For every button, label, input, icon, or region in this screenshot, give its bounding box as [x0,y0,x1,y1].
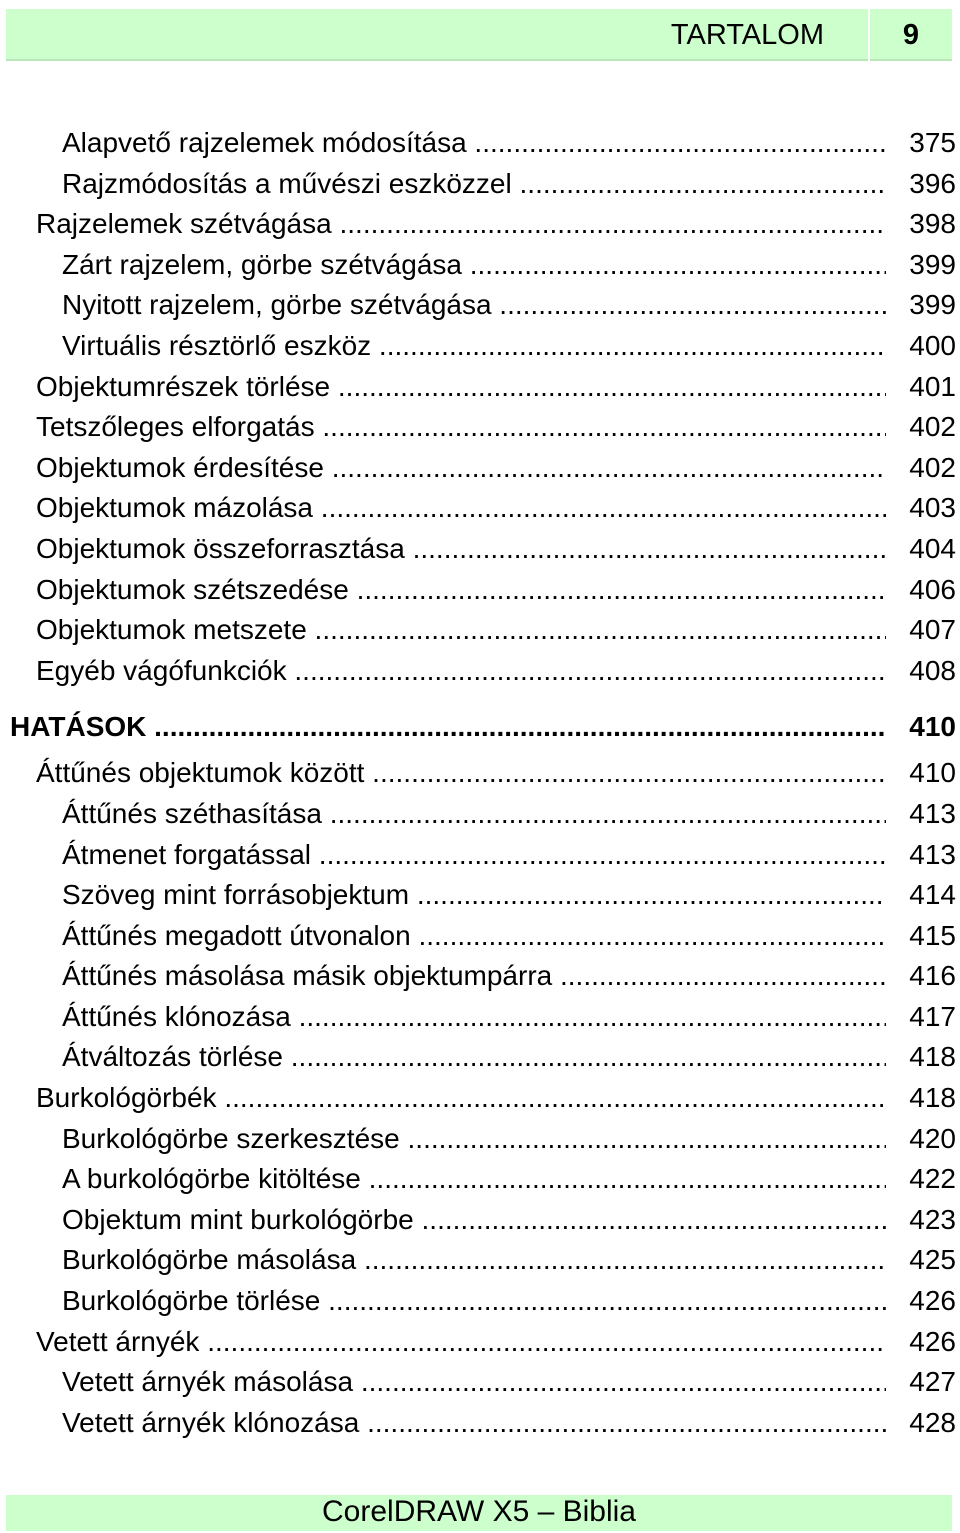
toc-entry-label: Rajzelemek szétvágása ..... [0,204,886,244]
footer-book-title: CorelDRAW X5 – Biblia [322,1495,636,1528]
toc-entry-label: HATÁSOK ..... [0,703,886,751]
toc-entry-page: 420 [886,1119,956,1159]
toc-entry-page: 417 [886,997,956,1037]
toc-entry-page: 413 [886,835,956,875]
toc-entry-page: 428 [886,1403,956,1443]
toc-entry-page: 401 [886,367,956,407]
page-number: 9 [902,19,920,51]
toc-entry-label: Egyéb vágófunkciók ..... [0,651,886,691]
toc-entry-label: Vetett árnyék másolása ..... [0,1362,886,1402]
toc-entry-label: Burkológörbe szerkesztése ..... [0,1119,886,1159]
toc-entry-label: Átváltozás törlése ..... [0,1037,886,1077]
toc-entry-page: 399 [886,285,956,325]
toc-entry-page: 418 [886,1037,956,1077]
toc-entry[interactable] [0,488,956,529]
toc-entry[interactable] [0,651,956,692]
toc-entry-page: 402 [886,407,956,447]
toc-entry[interactable] [0,245,956,286]
toc-entry-page: 408 [886,651,956,691]
toc-entry[interactable] [0,123,956,164]
toc-entry-page: 422 [886,1159,956,1199]
toc-entry-page: 403 [886,488,956,528]
toc-entry[interactable] [0,1200,956,1241]
toc-entry[interactable] [0,1281,956,1322]
toc-entry[interactable] [0,1119,956,1160]
toc-entry-label: Áttűnés másolása másik objektumpárra ..... [0,956,886,996]
toc-entry-label: Objektumok összeforrasztása ..... [0,529,886,569]
toc-entry-label: Burkológörbe másolása ..... [0,1240,886,1280]
toc-entry[interactable] [0,610,956,651]
toc-entry-page: 425 [886,1240,956,1280]
toc-entry-label: Objektumok metszete ..... [0,610,886,650]
toc-entry[interactable] [0,285,956,326]
toc-section-heading[interactable] [0,703,956,751]
toc-entry-page: 427 [886,1362,956,1402]
toc-entry-label: Objektumok szétszedése ..... [0,570,886,610]
toc-entry-page: 407 [886,610,956,650]
toc-entry-label: Objektumok mázolása ..... [0,488,886,528]
toc-entry-label: Vetett árnyék ..... [0,1322,886,1362]
toc-entry-label: Vetett árnyék klónozása ..... [0,1403,886,1443]
toc-entry-page: 375 [886,123,956,163]
toc-entry[interactable] [0,753,956,794]
toc-entry[interactable] [0,1078,956,1119]
toc-entry-label: Szöveg mint forrásobjektum ..... [0,875,886,915]
toc-entry-label: Áttűnés klónozása ..... [0,997,886,1037]
toc-entry-label: Burkológörbe törlése ..... [0,1281,886,1321]
header-title: TARTALOM [670,19,824,51]
toc-entry-page: 406 [886,570,956,610]
page-footer [6,1495,952,1531]
toc-entry-page: 400 [886,326,956,366]
toc-entry-page: 426 [886,1322,956,1362]
toc-entry[interactable] [0,1240,956,1281]
toc-entry[interactable] [0,1403,956,1444]
toc-entry[interactable] [0,1159,956,1200]
page-header [6,9,952,61]
toc-entry[interactable] [0,794,956,835]
toc-entry-label: Objektum mint burkológörbe ..... [0,1200,886,1240]
toc-entry-page: 415 [886,916,956,956]
toc-entry-page: 416 [886,956,956,996]
toc-entry[interactable] [0,1362,956,1403]
toc-entry-page: 402 [886,448,956,488]
toc-entry-page: 410 [886,703,956,751]
toc-entry-page: 396 [886,164,956,204]
toc-entry-label: Virtuális résztörlő eszköz ..... [0,326,886,366]
toc-entry-label: Tetszőleges elforgatás ..... [0,407,886,447]
toc-entry[interactable] [0,1037,956,1078]
toc-entry-label: Objektumrészek törlése ..... [0,367,886,407]
toc-entry-page: 398 [886,204,956,244]
toc-entry-label: Rajzmódosítás a művészi eszközzel ..... [0,164,886,204]
toc-entry-page: 423 [886,1200,956,1240]
toc-entry-label: Áttűnés objektumok között ..... [0,753,886,793]
toc-entry[interactable] [0,997,956,1038]
toc-entry-page: 413 [886,794,956,834]
toc-entry-label: Objektumok érdesítése ..... [0,448,886,488]
table-of-contents [0,123,960,1443]
toc-entry[interactable] [0,326,956,367]
toc-entry[interactable] [0,570,956,611]
toc-entry-label: Nyitott rajzelem, görbe szétvágása ..... [0,285,886,325]
toc-entry-label: A burkológörbe kitöltése ..... [0,1159,886,1199]
toc-entry[interactable] [0,1322,956,1363]
toc-entry[interactable] [0,529,956,570]
toc-entry-page: 404 [886,529,956,569]
toc-entry[interactable] [0,204,956,245]
toc-entry[interactable] [0,367,956,408]
toc-entry[interactable] [0,956,956,997]
toc-entry-label: Burkológörbék ..... [0,1078,886,1118]
toc-entry-label: Zárt rajzelem, görbe szétvágása ..... [0,245,886,285]
toc-entry[interactable] [0,448,956,489]
toc-entry-page: 399 [886,245,956,285]
toc-entry[interactable] [0,916,956,957]
toc-entry-label: Áttűnés széthasítása ..... [0,794,886,834]
toc-entry-page: 426 [886,1281,956,1321]
toc-entry-label: Átmenet forgatással ..... [0,835,886,875]
toc-entry[interactable] [0,407,956,448]
toc-entry-label: Alapvető rajzelemek módosítása ..... [0,123,886,163]
toc-entry-label: Áttűnés megadott útvonalon ..... [0,916,886,956]
toc-entry-page: 410 [886,753,956,793]
toc-entry[interactable] [0,875,956,916]
toc-entry[interactable] [0,164,956,205]
toc-entry[interactable] [0,835,956,876]
toc-entry-page: 414 [886,875,956,915]
toc-entry-page: 418 [886,1078,956,1118]
